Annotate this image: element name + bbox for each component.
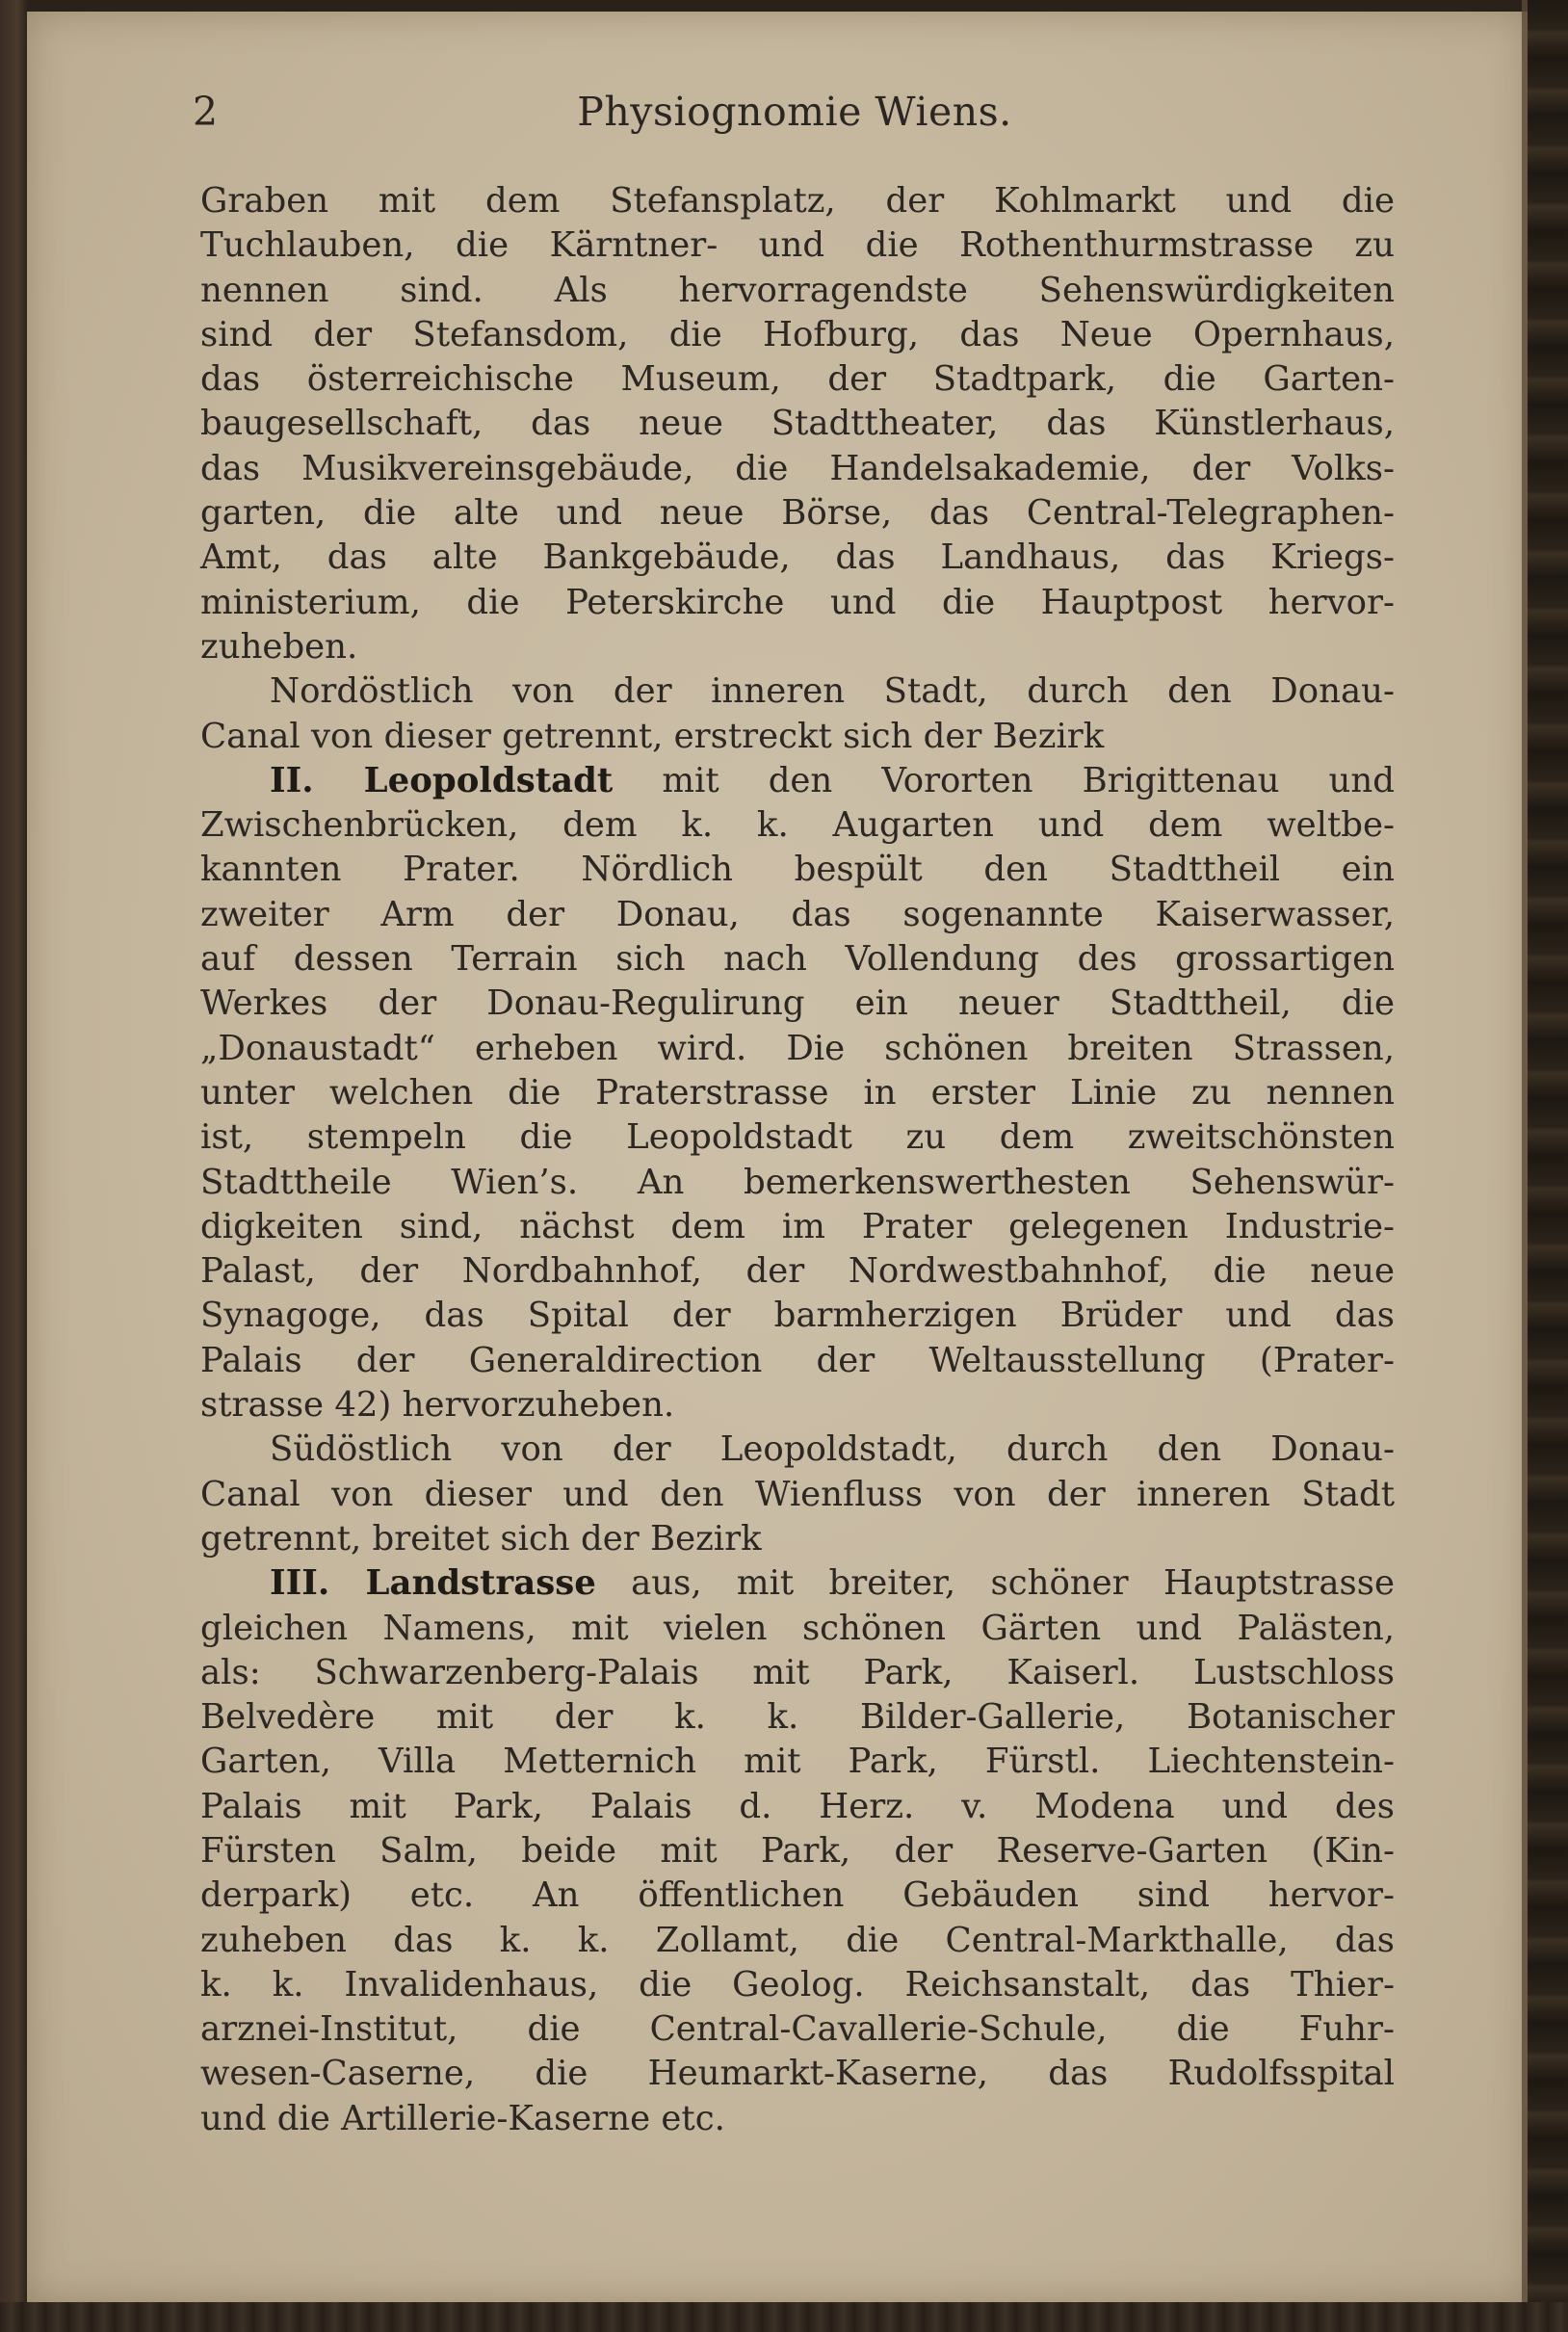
text-line-rest: aus, mit breiter, schöner Hauptstrasse [631,1563,1395,1604]
text-line: Graben mit dem Stefansplatz, der Kohlmarkt und die [200,181,1395,221]
text-line-with-heading [200,1561,1395,1606]
text-line: ist, stempeln die Leopoldstadt zu dem zweitschönsten [200,1117,1395,1158]
text-line: derpark) etc. An öffentlichen Gebäuden sind hervor- [200,1875,1395,1916]
text-line: k. k. Invalidenhaus, die Geolog. Reichsanstalt, das Thier- [200,1964,1395,2004]
page-header [193,89,1397,146]
text-line: digkeiten sind, nächst dem im Prater gelegenen Industrie- [200,1206,1395,1246]
text-line: ministerium, die Peterskirche und die Hauptpost hervor- [200,582,1395,622]
text-line-rest: mit den Vororten Brigittenau und [662,760,1395,800]
bottom-edge [0,2302,1568,2332]
book-binding [1528,0,1568,2332]
text-line: auf dessen Terrain sich nach Vollendung des grossartigen [200,939,1395,980]
text-line: kannten Prater. Nördlich bespült den Stadttheil ein [200,850,1395,890]
text-line: zuheben das k. k. Zollamt, die Central-Markthalle, das [200,1920,1395,1960]
text-line: nennen sind. Als hervorragendste Sehenswürdigkeiten [200,270,1395,310]
text-line: baugesellschaft, das neue Stadttheater, das Künstlerhaus, [200,404,1395,444]
text-line: als: Schwarzenberg-Palais mit Park, Kaiserl. Lustschloss [200,1652,1395,1692]
page-number: 2 [193,89,219,135]
text-line: unter welchen die Praterstrasse in erster Linie zu nennen [200,1072,1395,1113]
text-line: garten, die alte und neue Börse, das Central-Telegraphen- [200,493,1395,534]
text-line: Canal von dieser und den Wienfluss von der inneren Stadt [200,1474,1395,1514]
text-line: Tuchlauben, die Kärntner- und die Rothenthurmstrasse zu [200,225,1395,266]
text-line: arznei-Institut, die Central-Cavallerie-Schule, die Fuhr- [200,2009,1395,2050]
text-line-with-heading [200,759,1395,803]
text-line: das österreichische Museum, der Stadtpark, die Garten- [200,359,1395,400]
text-line: Amt, das alte Bankgebäude, das Landhaus, das Kriegs- [200,537,1395,578]
text-line: strasse 42) hervorzuheben. [200,1385,675,1426]
text-line: Zwischenbrücken, dem k. k. Augarten und dem weltbe- [200,805,1395,846]
text-line: Synagoge, das Spital der barmherzigen Brüder und das [200,1296,1395,1336]
text-line: Belvedère mit der k. k. Bilder-Gallerie, Botanischer [200,1697,1395,1738]
text-line: zweiter Arm der Donau, das sogenannte Kaiserwasser, [200,894,1395,934]
text-line: Südöstlich von der Leopoldstadt, durch den Donau- [270,1429,1395,1470]
text-line: Canal von dieser getrennt, erstreckt sich der Bezirk [200,716,1105,756]
text-line: Garten, Villa Metternich mit Park, Fürstl. Liechtenstein- [200,1742,1395,1782]
text-line: getrennt, breitet sich der Bezirk [200,1518,762,1559]
district-heading-leopoldstadt: II. Leopoldstadt [270,760,614,800]
district-heading-landstrasse: III. Landstrasse [270,1563,596,1604]
running-title: Physiognomie Wiens. [577,89,1012,135]
text-line: Palast, der Nordbahnhof, der Nordwestbahnhof, die neue [200,1251,1395,1292]
text-line: Fürsten Salm, beide mit Park, der Reserve-Garten (Kin- [200,1830,1395,1871]
text-line: Stadttheile Wien’s. An bemerkenswerthesten Sehenswür- [200,1162,1395,1202]
text-line: zuheben. [200,626,358,667]
text-line: Nordöstlich von der inneren Stadt, durch den Donau- [270,671,1395,712]
text-line: wesen-Caserne, die Heumarkt-Kaserne, das Rudolfsspital [200,2054,1395,2094]
text-line: Werkes der Donau-Regulirung ein neuer Stadttheil, die [200,983,1395,1024]
text-line: das Musikvereinsgebäude, die Handelsakademie, der Volks- [200,448,1395,488]
text-line: Palais der Generaldirection der Weltausstellung (Prater- [200,1340,1395,1380]
text-line: Palais mit Park, Palais d. Herz. v. Modena und des [200,1786,1395,1826]
text-line: sind der Stefansdom, die Hofburg, das Neue Opernhaus, [200,314,1395,354]
text-line: gleichen Namens, mit vielen schönen Gärten und Palästen, [200,1608,1395,1648]
text-line: und die Artillerie-Kaserne etc. [200,2098,725,2138]
body-text [200,179,1395,2141]
text-line: „Donaustadt“ erheben wird. Die schönen breiten Strassen, [200,1028,1395,1068]
